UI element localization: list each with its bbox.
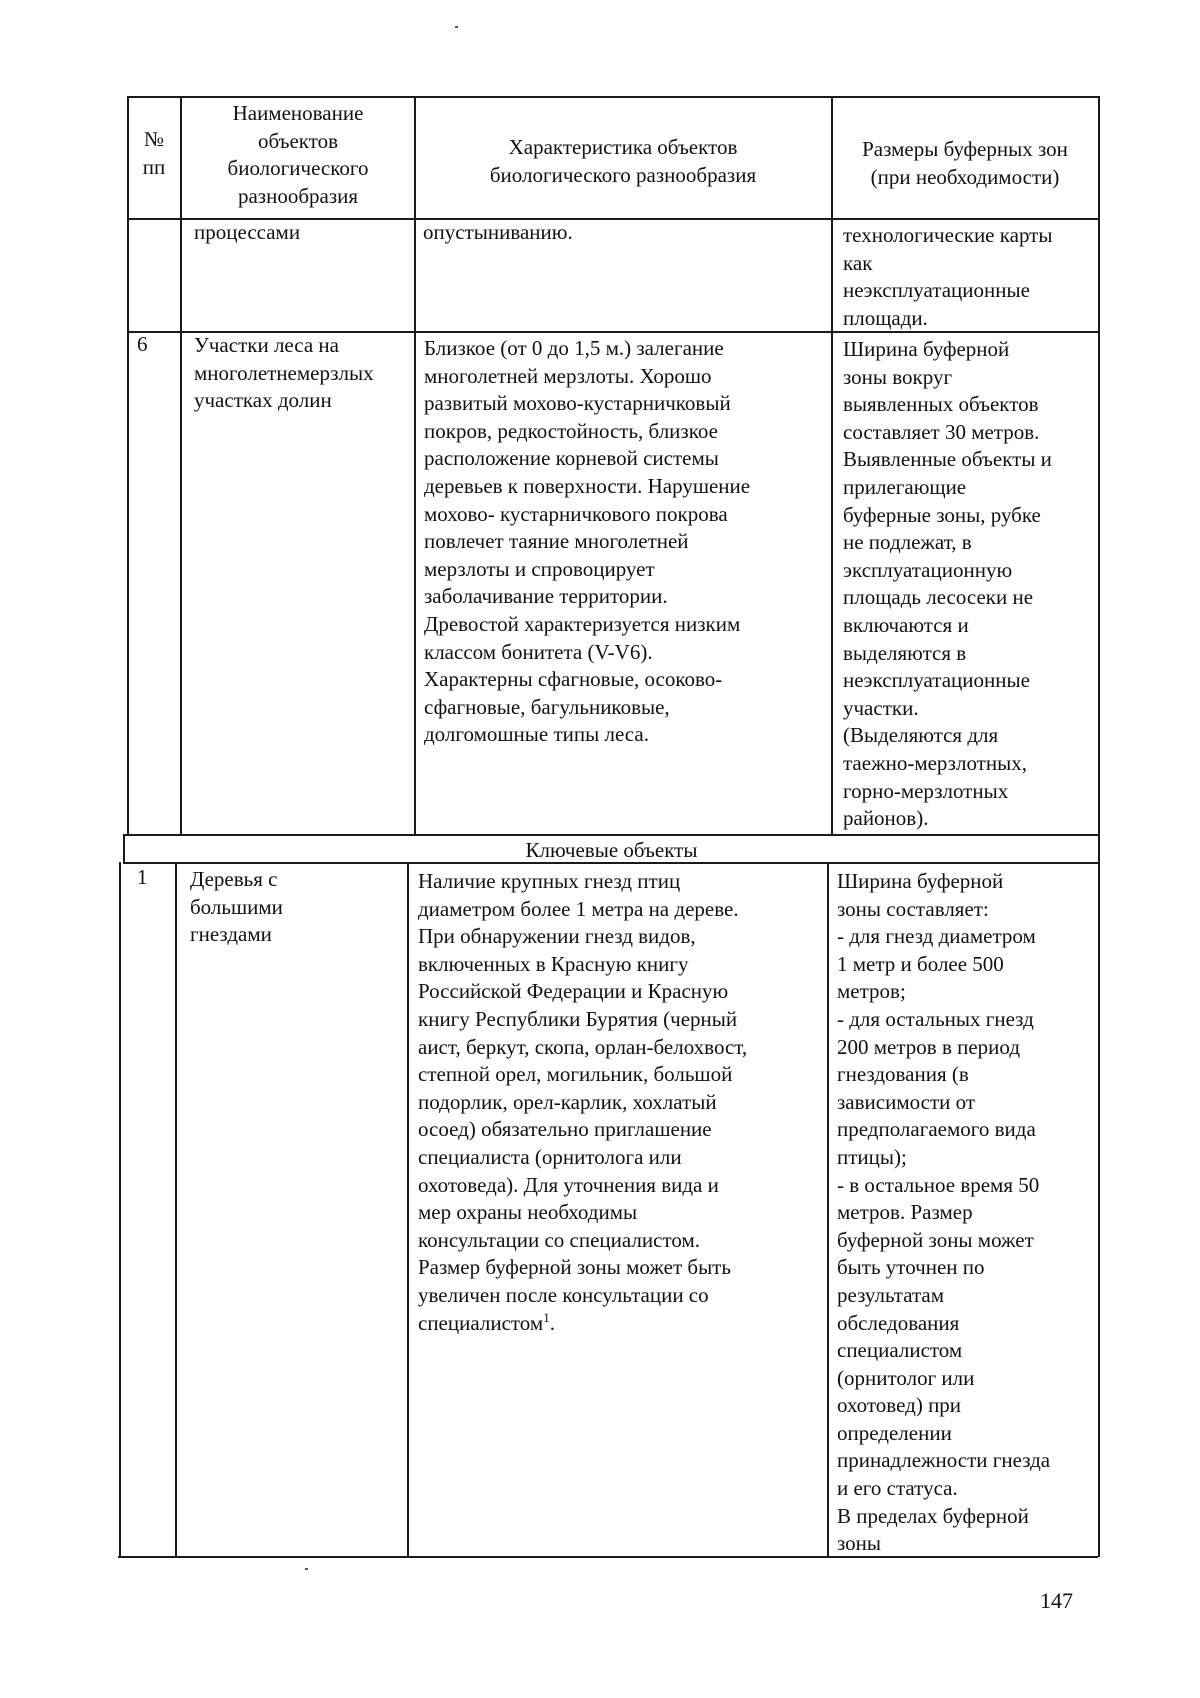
row-buffer: Ширина буферной зоны составляет: - для гнезд диаметром 1 метр и более 500 метров; - для остальных гнезд 200 метров в период гнездования (в зависимости от предполагаемого вида птицы); - в остальное время 50 метров. Размер буферной зоны может быть уточнен по результатам обследования специалистом (орнитолог или охотовед) при определении принадлежности гнезда и его статуса. В пределах буферной зоны — [837, 869, 1051, 1556]
column-divider — [831, 96, 833, 834]
column-divider — [175, 862, 177, 1557]
table-left-border — [127, 96, 129, 834]
row-characteristic — [418, 868, 826, 1337]
row-name: Деревья с большими гнездами — [190, 867, 283, 947]
row-num: 6 — [137, 332, 148, 356]
table-right-border — [1098, 96, 1100, 1557]
header-characteristic: Характеристика объектов биологического разнообразия — [489, 135, 757, 187]
row-buffer: технологические карты как неэксплуатационные площади. — [843, 223, 1053, 330]
row-name: Участки леса на многолетнемерзлых участках долин — [194, 333, 374, 413]
characteristic-text: Наличие крупных гнезд птиц диаметром более 1 метра на дереве. При обнаружении гнезд видов, включенных в Красную книгу Российской Федерации и Красную книгу Республики Бурятия (черный аист, беркут, скопа, орлан-белохвост, степной орел, могильник, большой подорлик, орел-карлик, хохлатый осоед) обязательно приглашение специалиста (орнитолога или охотоведа). Для уточнения вида и мер охраны необходимы консультации со специалистом. Размер буферной зоны может быть увеличен после консультации со специалистом — [418, 869, 748, 1335]
column-divider — [180, 96, 182, 834]
table-left-border — [119, 862, 121, 1557]
scan-speck — [455, 26, 458, 28]
column-divider — [827, 862, 829, 1557]
row-characteristic: опустыниванию. — [423, 220, 573, 244]
header-name: Наименование объектов биологического разнообразия — [227, 101, 369, 208]
header-buffer: Размеры буферных зон (при необходимости) — [862, 137, 1068, 189]
footnote-mark: 1 — [543, 1309, 550, 1325]
characteristic-end: . — [549, 1310, 555, 1335]
row-buffer: Ширина буферной зоны вокруг выявленных объектов составляет 30 метров. Выявленные объекты и прилегающие буферные зоны, рубке не подлежат, в эксплуатационную площадь лесосеки не включаются и выделяются в неэксплуатационные участки. (Выделяются для таежно-мерзлотных, горно-мерзлотных районов). — [843, 337, 1052, 831]
table-top-border — [127, 96, 1100, 98]
row-num: 1 — [137, 865, 148, 889]
row-characteristic: Близкое (от 0 до 1,5 м.) залегание многолетней мерзлоты. Хорошо развитый мохово-кустарничковый покров, редкостойность, близкое расположение корневой системы деревьев к поверхности. Нарушение мохово- кустарничкового покрова повлечет таяние многолетней мерзлоты и спровоцирует заболачивание территории. Древостой характеризуется низким классом бонитета (V-V6). Характерны сфагновые, осоково- сфагновые, багульниковые, долгомошные типы леса. — [424, 336, 751, 747]
section-title: Ключевые объекты — [525, 838, 698, 862]
scan-speck — [305, 1568, 308, 1570]
header-num: № пп — [142, 127, 166, 179]
row-name: процессами — [194, 220, 301, 244]
column-divider — [407, 862, 409, 1557]
page-number: 147 — [1040, 1588, 1073, 1613]
row-separator — [123, 834, 1100, 836]
column-divider — [414, 96, 416, 834]
